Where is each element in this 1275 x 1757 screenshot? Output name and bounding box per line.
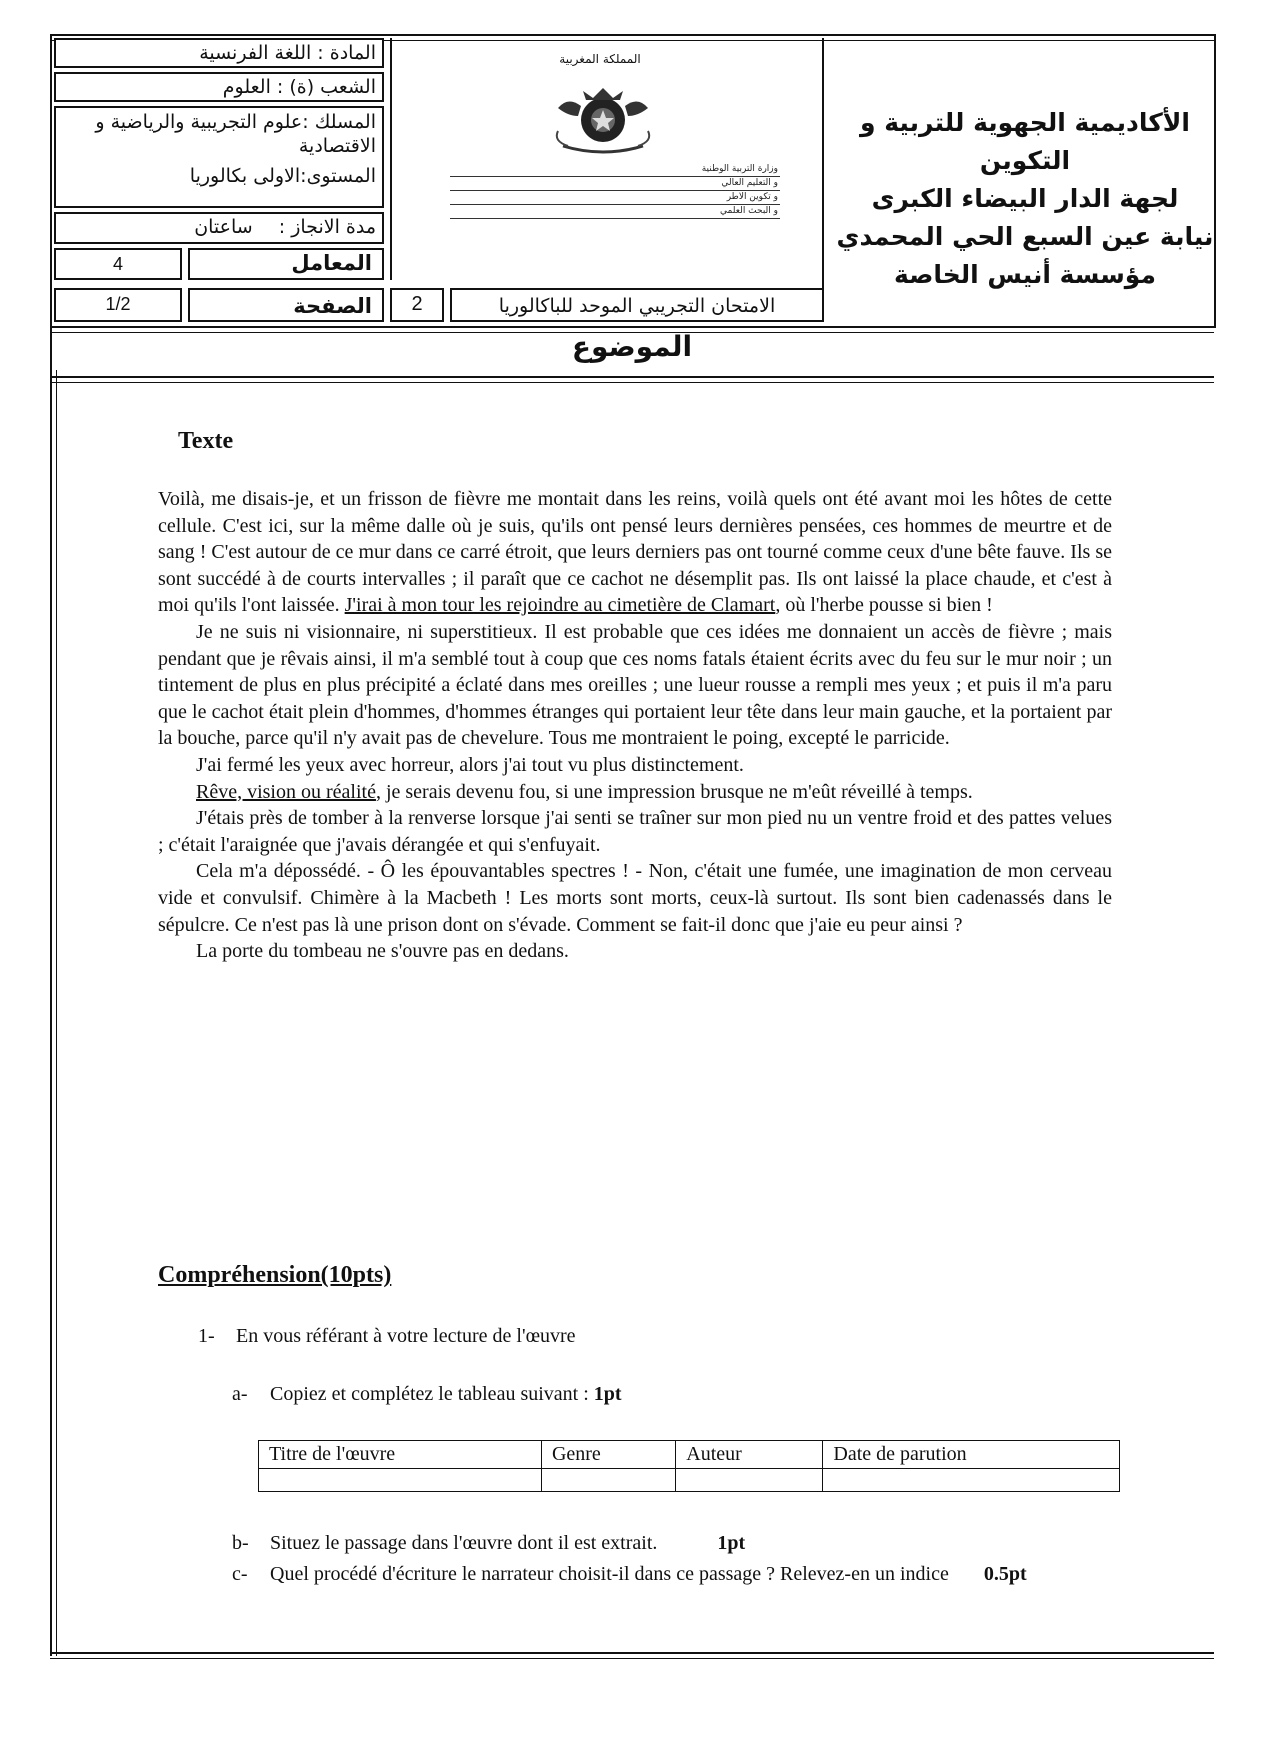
question-text: En vous référant à votre lecture de l'œuvre [236, 1325, 576, 1347]
left-page-border [50, 34, 52, 1656]
coefficient-label: المعامل [291, 251, 372, 275]
table-cell[interactable] [823, 1469, 1120, 1492]
question-a [232, 1383, 622, 1406]
page-label: الصفحة [293, 294, 372, 318]
question-points: 1pt [717, 1532, 746, 1554]
question-points: 1pt [593, 1383, 622, 1405]
paragraph: La porte du tombeau ne s'ouvre pas en dedans. [196, 940, 569, 963]
academy-line: مؤسسة أنيس الخاصة [894, 260, 1156, 289]
ministry-line: و تكوين الاطر [450, 191, 780, 205]
ministry-line: و البحث العلمي [450, 205, 780, 219]
exam-title: الامتحان التجريبي الموحد للباكالوريا [498, 295, 776, 317]
kingdom-name: المملكة المغربية [559, 52, 641, 66]
academy-line: الأكاديمية الجهوية للتربية و التكوين [860, 108, 1190, 175]
page-label-box [188, 288, 384, 322]
text-title: Texte [178, 428, 234, 454]
question-c [232, 1560, 1140, 1588]
underlined-text: Rêve, vision ou réalité [196, 780, 376, 803]
duration-label: مدة الانجاز [291, 216, 376, 238]
question-b [232, 1532, 745, 1555]
page-value: 1/2 [105, 294, 131, 314]
bottom-rule [50, 1652, 1214, 1659]
table-header-date: Date de parution [823, 1441, 1120, 1469]
table-row [259, 1469, 1120, 1492]
paragraph-text: , où l'herbe pousse si bien ! [775, 594, 993, 617]
table-header-title: Titre de l'œuvre [259, 1441, 542, 1469]
center-left-divider [390, 38, 392, 280]
duration-value: ساعتان [194, 216, 253, 238]
branch-text: الشعب (ة) : العلوم [222, 76, 376, 98]
royal-emblem-icon [528, 86, 678, 160]
ministry-line: وزارة التربية الوطنية [450, 163, 780, 177]
branch-box [54, 72, 384, 102]
paragraph [158, 779, 1112, 806]
center-right-divider [822, 38, 824, 322]
exam-number-box [390, 288, 444, 322]
table-cell[interactable] [676, 1469, 823, 1492]
subject-text: المادة : اللغة الفرنسية [199, 42, 376, 64]
question-text: Situez le passage dans l'œuvre dont il est extrait. [270, 1532, 658, 1554]
passage [158, 486, 1112, 965]
question-label: b- [232, 1532, 249, 1554]
paragraph-text: , je serais devenu fou, si une impression brusque ne m'eût réveillé à temps. [375, 780, 973, 803]
question-text: Quel procédé d'écriture le narrateur choisit-il dans ce passage ? Relevez-en un indice [270, 1563, 954, 1585]
subject-bottom-rule [50, 376, 1214, 383]
track-text: المسلك :علوم التجريبية والرياضية و الاقتصادية [95, 111, 376, 157]
paragraph: Cela m'a dépossédé. - Ô les épouvantables spectres ! - Non, c'était une fumée, une imagination de mon cerveau vide et convulsif. Chimère à la Macbeth ! Les morts sont morts, ceux-là surtout. Ils sont bien cadenassés dans le sépulcre. Ce n'est pas là une prison dont on s'évade. Comment se fait-il donc que j'aie eu peur ainsi ? [158, 860, 1112, 936]
question-1 [198, 1325, 576, 1348]
left-page-border-inner [56, 370, 57, 1656]
subject-heading: الموضوع [571, 330, 693, 363]
paragraph [158, 486, 1112, 619]
paragraph: J'étais près de tomber à la renverse lorsque j'ai senti se traîner sur mon pied nu un ventre froid et des pattes velues ; c'était l'araignée que j'avais dérangée et qui s'enfuyait. [158, 807, 1112, 856]
coefficient-value-box [54, 248, 182, 280]
paragraph: J'ai fermé les yeux avec horreur, alors j'ai tout vu plus distinctement. [196, 753, 744, 776]
academy-line: نيابة عين السبع الحي المحمدي [836, 222, 1214, 251]
table-cell[interactable] [541, 1469, 675, 1492]
question-text: Copiez et complétez le tableau suivant : [270, 1383, 594, 1405]
question-label: c- [232, 1563, 248, 1585]
paragraph-text: Voilà, me disais-je, et un frisson de fièvre me montait dans les reins, voilà quels ont été avant moi les hôtes de cette cellule. C'est ici, sur la même dalle où je suis, qu'ils ont pensé leurs dernières pensées, ces hommes de meurtre et de sang ! C'est autour de ce mur dans ce carré étroit, que leurs derniers pas ont tourné comme ceux d'une bête fauve. Ils se sont succédé à de courts intervalles ; il paraît que ce cachot ne désemplit pas. Ils ont laissé la place chaude, et c'est à moi qu'ils l'ont laissée. [158, 488, 1112, 617]
table-cell[interactable] [259, 1469, 542, 1492]
answer-table [258, 1440, 1120, 1492]
track-box [54, 106, 384, 208]
duration-box [54, 212, 384, 244]
table-header-row [259, 1441, 1120, 1469]
level-text: المستوى:الاولى بكالوريا [189, 165, 376, 187]
underlined-text: J'irai à mon tour les rejoindre au cimetière de Clamart [344, 594, 776, 617]
duration-colon: : [272, 216, 286, 238]
table-header-author: Auteur [676, 1441, 823, 1469]
comprehension-title: Compréhension(10pts) [158, 1262, 392, 1288]
ministry-block [450, 163, 780, 219]
question-points: 0.5pt [983, 1563, 1027, 1585]
table-header-genre: Genre [541, 1441, 675, 1469]
exam-number: 2 [411, 293, 423, 315]
paragraph: Je ne suis ni visionnaire, ni superstitieux. Il est probable que ces idées me donnaient un accès de fièvre ; mais pendant que je rêvais ainsi, il m'a semblé tout à coup que ces noms fatals étaient écrits avec du feu sur le mur noir ; un tintement de plus en plus précipité a éclaté dans mes oreilles ; une lueur rousse a rempli mes yeux ; et puis il m'a paru que le cachot était plein d'hommes, d'hommes étranges qui portaient leur tête dans leur main gauche, et la portaient par la bouche, parce qu'il n'y avait pas de chevelure. Tous me montraient le poing, excepté le parricide. [158, 620, 1112, 750]
exam-title-box [450, 288, 824, 322]
academy-block [825, 104, 1225, 294]
ministry-line: و التعليم العالي [450, 177, 780, 191]
question-number: 1- [198, 1325, 215, 1347]
question-label: a- [232, 1383, 248, 1405]
coefficient-value: 4 [112, 254, 123, 274]
coefficient-label-box [188, 248, 384, 280]
subject-box [54, 38, 384, 68]
page-value-box [54, 288, 182, 322]
academy-line: لجهة الدار البيضاء الكبرى [871, 184, 1179, 213]
